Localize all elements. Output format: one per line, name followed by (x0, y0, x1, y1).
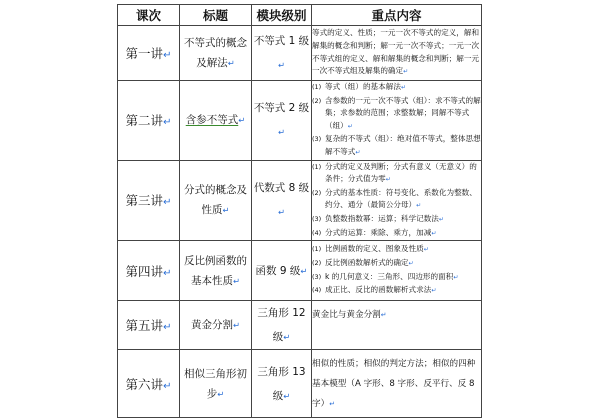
lesson-cell: 第一讲↵ (118, 26, 180, 81)
list-item: (1) 分式的定义及判断；分式有意义（无意义）的条件；分式值为零↵ (312, 161, 477, 184)
content-cell (312, 160, 482, 241)
title-cell: 相似三角形初 步↵ (180, 350, 252, 418)
table-row (118, 26, 482, 81)
list-item: (2) 含参数的一元一次不等式（组）：求不等式的解集；求参数的范围；求整数解；同解不等式（组）↵ (312, 95, 481, 130)
title-cell: 不等式的概念 及解法↵ (180, 26, 252, 81)
lesson-cell: 第四讲↵ (118, 241, 180, 301)
content-cell: 等式的定义、性质；一元一次不等式的定义，解和解集的概念和判断；解一元一次不等式；一元一次不等式组的定义、解和解集的概念和判断；解一元一次不等式组及解集的确定↵ (312, 26, 482, 81)
content-cell (312, 81, 482, 161)
header-lesson: 课次 (118, 5, 180, 26)
level-cell: 三角形 13 级↵ (252, 350, 312, 418)
table-row (118, 241, 482, 301)
list-item: (1) 等式（组）的基本解法↵ (312, 82, 407, 91)
title-cell: 黄金分割↵ (180, 301, 252, 350)
lesson-cell: 第五讲↵ (118, 301, 180, 350)
table-row (118, 160, 482, 241)
level-cell: 函数 9 级↵ (252, 241, 312, 301)
header-row (118, 5, 482, 26)
list-item: (4) 分式的运算：乘除、乘方，加减↵ (312, 227, 437, 237)
title-cell: 分式的概念及 性质↵ (180, 160, 252, 241)
level-cell: 不等式 1 级↵ (252, 26, 312, 81)
table-row (118, 350, 482, 418)
list-item: (1) 比例函数的定义、图象及性质↵ (312, 244, 429, 254)
content-cell: 相似的性质；相似的判定方法；相似的四种基本模型（A 字形、8 字形、反平行、反 8 字）↵ (312, 350, 482, 418)
header-content: 重点内容 (312, 5, 482, 26)
course-syllabus-table (117, 4, 482, 418)
title-cell: 反比例函数的 基本性质↵ (180, 241, 252, 301)
lesson-cell: 第三讲↵ (118, 160, 180, 241)
content-cell: 黄金比与黄金分割↵ (312, 301, 482, 350)
level-cell: 代数式 8 级↵ (252, 160, 312, 241)
list-item: (3) k 的几何意义：三角形、四边形的面积↵ (312, 271, 459, 281)
list-item: (2) 分式的基本性质：符号变化、系数化为整数、约分、通分（最简公分母）↵ (312, 187, 477, 210)
lesson-cell: 第二讲↵ (118, 81, 180, 161)
list-item: (2) 反比例函数解析式的确定↵ (312, 258, 414, 268)
list-item: (4) 成正比、反比的函数解析式求法↵ (312, 285, 437, 295)
level-cell: 三角形 12 级↵ (252, 301, 312, 350)
header-level: 模块级别 (252, 5, 312, 26)
content-cell (312, 241, 482, 301)
header-title: 标题 (180, 5, 252, 26)
lesson-cell: 第六讲↵ (118, 350, 180, 418)
table-row (118, 81, 482, 161)
title-cell: 含参不等式↵ (180, 81, 252, 161)
list-item: (3) 负整数指数幂：运算；科学记数法↵ (312, 213, 444, 223)
level-cell: 不等式 2 级↵ (252, 81, 312, 161)
list-item: (3) 复杂的不等式（组）：绝对值不等式，整体思想解不等式↵ (312, 134, 481, 156)
table-row (118, 301, 482, 350)
